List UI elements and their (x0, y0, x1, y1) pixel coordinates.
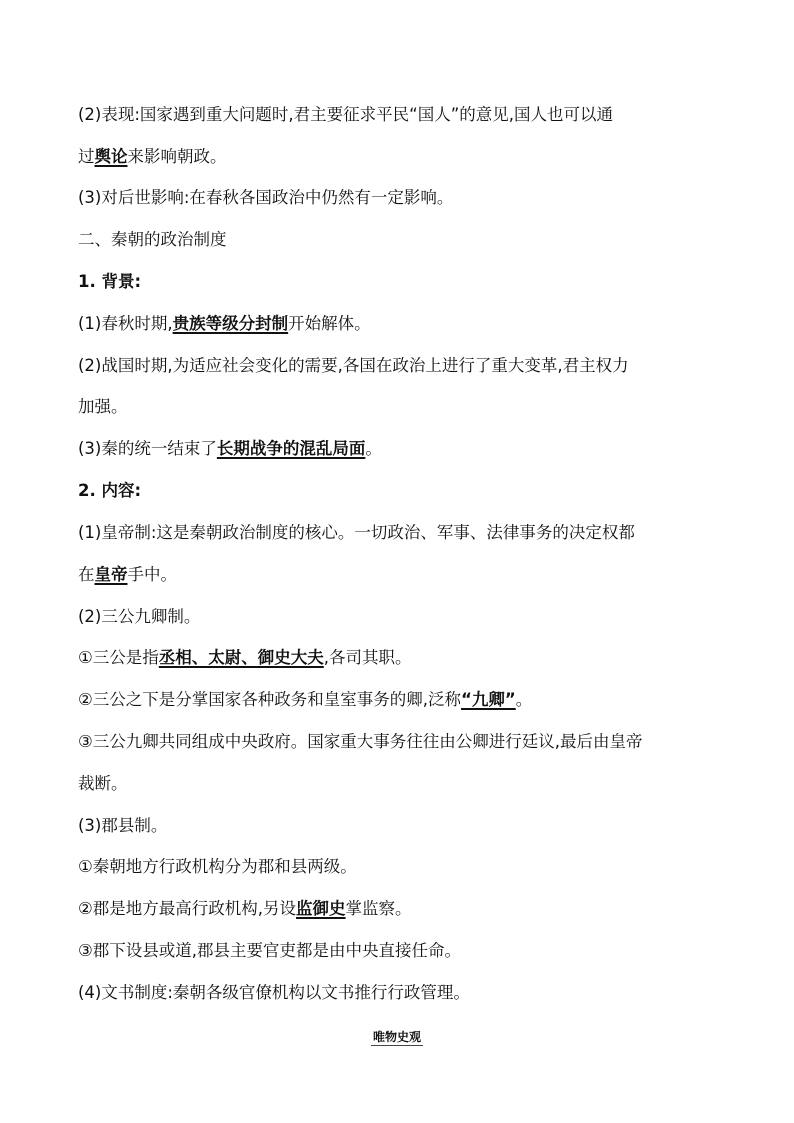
text-line (78, 898, 728, 920)
text-span: ②三公之下是分掌国家各种政务和皇室事务的卿,泛称 (78, 690, 462, 709)
text-span: 掌监察。 (345, 899, 412, 918)
key-term: 舆论 (94, 147, 128, 166)
text-span: 来影响朝政。 (127, 147, 227, 166)
text-span: 在 (78, 565, 95, 584)
text-span: 过 (78, 147, 95, 166)
text-span: 开始解体。 (288, 314, 371, 333)
text-line (78, 438, 728, 460)
text-span: ①三公是指 (78, 648, 159, 667)
text-span: 。 (515, 690, 533, 709)
text-line: ③郡下设县或道,郡县主要官吏都是由中央直接任命。 (78, 941, 462, 960)
subsection-heading: 1. 背景: (78, 272, 142, 291)
text-span: ②郡是地方最高行政机构,另设 (78, 899, 297, 918)
text-line: (3)郡县制。 (78, 816, 168, 835)
text-line (78, 689, 728, 711)
text-line (78, 313, 728, 335)
text-line (78, 146, 728, 168)
text-span: 。 (365, 439, 382, 458)
text-span: 手中。 (127, 565, 177, 584)
subsection-heading: 2. 内容: (78, 481, 142, 500)
text-line (78, 564, 728, 586)
key-term: 监御史 (296, 899, 346, 918)
key-term: “九卿” (461, 690, 516, 709)
key-term: 贵族等级分封制 (172, 314, 289, 333)
text-span: (3)秦的统一结束了 (78, 439, 217, 458)
text-line: (1)皇帝制:这是秦朝政治制度的核心。一切政治、军事、法律事务的决定权都 (78, 523, 635, 542)
text-line: ③三公九卿共同组成中央政府。国家重大事务往往由公卿进行廷议,最后由皇帝 (78, 732, 643, 751)
text-span: (1)春秋时期, (78, 314, 173, 333)
text-line: 加强。 (78, 397, 128, 416)
footer (0, 1026, 794, 1046)
footer-label: 唯物史观 (372, 1030, 421, 1044)
text-line: (4)文书制度:秦朝各级官僚机构以文书推行行政管理。 (78, 983, 470, 1002)
key-term: 长期战争的混乱局面 (216, 439, 366, 458)
key-term: 丞相、太尉、御史大夫 (158, 648, 324, 667)
text-line: (3)对后世影响:在春秋各国政治中仍然有一定影响。 (78, 188, 454, 207)
text-span: ,各司其职。 (323, 648, 412, 667)
text-line: ①秦朝地方行政机构分为郡和县两级。 (78, 857, 357, 876)
text-line: (2)战国时期,为适应社会变化的需要,各国在政治上进行了重大变革,君主权力 (78, 356, 629, 375)
text-line: 裁断。 (78, 774, 128, 793)
text-line: (2)表现:国家遇到重大问题时,君主要征求平民“国人”的意见,国人也可以通 (78, 105, 614, 124)
text-line (78, 647, 728, 669)
section-heading: 二、秦朝的政治制度 (78, 230, 227, 249)
key-term: 皇帝 (94, 565, 128, 584)
text-line: (2)三公九卿制。 (78, 607, 201, 626)
